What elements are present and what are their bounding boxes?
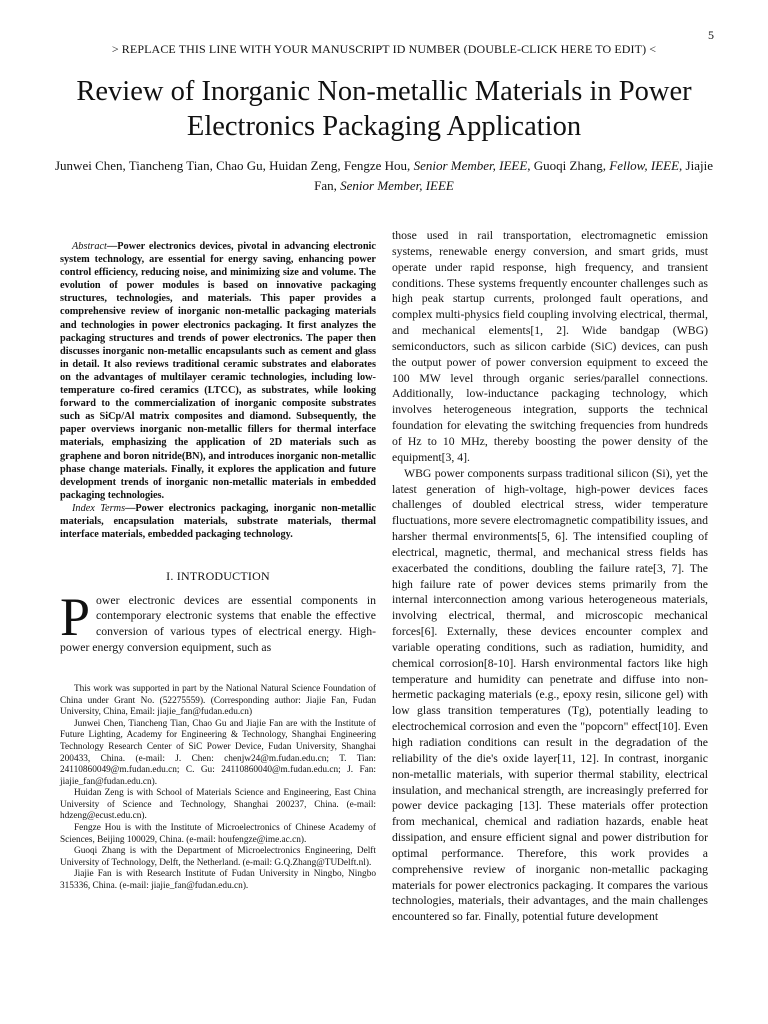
body-paragraph: those used in rail transportation, electromagnetic emission systems, renewable energy conversion, and smart grids, must operate under rapid response, high frequency, and transient conditions. These systems frequently encounter challenges such as high peak startup currents, prolonged fault operations, and complex multi-physics field coupling involving electrical, thermal, and mechanical elements[1, 2]. Wide bandgap (WBG) semiconductors, such as silicon carbide (SiC) devices, can push the output power of power conversion equipment to exceed the 100 MW level through organic series/parallel connections. Additionally, low-inductance packaging technology, which involves heterogeneous integration, supports the technical foundation for elevating the switching frequencies from hundreds of Hz to 10 MHz, thereby boosting the power density of the equipment[3, 4]. (392, 229, 708, 464)
author-affiliation-title: Fellow, IEEE (609, 158, 680, 173)
abstract-text: —Power electronics devices, pivotal in advancing electronic system technology, are essential for energy saving, enhancing power control efficiency, reducing noise, and minimizing size and volume. The evolution of power modules is based on innovative packaging structures, technologies, and materials. This paper provides a comprehensive review of inorganic non-metallic packaging materials and technologies in power electronics packaging. It first analyzes the packaging structures and trends of power electronics. The paper then discusses inorganic non-metallic encapsulants such as cement and glass in detail. It also reviews traditional ceramic substrates and elaborates on the advantages of multilayer ceramic technologies, including low-temperature co-fired ceramics (LTCC), as substrates, while looking forward to the commercialization of inorganic composite substrates such as SiCp/Al matrix composites and diamond. Subsequently, the paper overviews inorganic non-metallic fillers for thermal interface materials, emphasizing the application of 2D materials such as graphene and boron nitride(BN), and introduces inorganic non-metallic phase change materials. Finally, it explores the application and future development trends of inorganic non-metallic materials in embedded packaging technologies. (60, 241, 376, 501)
drop-cap: P (60, 586, 91, 647)
authors-part: Junwei Chen, Tiancheng Tian, Chao Gu, Huidan Zeng, Fengze Hou, (55, 158, 414, 173)
author-affiliation-title: Senior Member, IEEE (413, 158, 528, 173)
paper-title: Review of Inorganic Non-metallic Materials in Power Electronics Packaging Application (76, 76, 692, 142)
authors-part: , Guoqi Zhang, (527, 158, 610, 173)
footnote-funding: This work was supported in part by the National Natural Science Foundation of China under Grant No. (52275559). (Corresponding author: Jiajie Fan, Fudan University, China, Email: jiajie_fan@fudan.edu.cn) (60, 683, 376, 718)
footnote-affiliation: Guoqi Zhang is with the Department of Microelectronics Engineering, Delft University of Technology, Delft, the Netherland. (e-mail: G.Q.Zhang@TUDelft.nl). (60, 846, 376, 868)
abstract (60, 240, 376, 502)
right-column (392, 228, 708, 925)
introduction-text: ower electronic devices are essential components in contemporary electronic systems that enable the effective conversion of various types of electrical energy. High-power energy conversion equipment, such as (60, 593, 376, 655)
author-footnote (60, 684, 376, 893)
author-affiliation-title: Senior Member, IEEE (340, 178, 454, 193)
body-paragraph: WBG power components surpass traditional silicon (Si), yet the latest generation of high-voltage, high-power devices faces challenges of doubled electrical stress, wider temperature fluctuations, more severe electromagnetic compatibility issues, and harsher thermal environments[5, 6]. The intensified coupling of electrical, magnetic, thermal, and mechanical stress fields has exacerbated the conditions, doubling the failure rate[3, 7]. The high failure rate of power devices stems primarily from the internal interconnection among various heterogeneous materials, involving electrical, thermal, and microscopic mechanical forces[6]. Externally, these devices encounter complex and variable operating conditions, such as radiation, humidity, and chemical corrosion[8-10]. Harsh environmental factors like high temperature and humidity can penetrate and diffuse into non-hermetic packaging materials (e.g., epoxy resin, silicone gel) with low glass transition temperatures (Tg), potentially leading to electrochemical corrosion and even the "popcorn" effect[10]. Even high radiation conditions can result in the degradation of the reliability of the die's oxide layer[11, 12]. In contrast, inorganic non-metallic materials, with superior thermal stability, electrical insulation, and mechanical strength, are increasingly preferred for power device packaging [13]. These materials offer protection from mechanical, chemical and radiation hazards, enable heat dissipation, and ensure efficient signal and power distribution for optimal performance. Therefore, this work provides a comprehensive review of inorganic non-metallic packaging materials for power electronics packaging. It compares the various technologies, materials, their advantages, and the main challenges encountered so far. Finally, potential future development (392, 466, 708, 924)
footnote-affiliation: Fengze Hou is with the Institute of Microelectronics of Chinese Academy of Sciences, Beijing 100029, China. (e-mail: houfengze@ime.ac.cn). (60, 823, 376, 845)
authors-part: , Jiajie Fan, (314, 158, 713, 193)
index-terms (60, 502, 376, 541)
author-list (50, 156, 718, 196)
abstract-label: Abstract (72, 241, 107, 252)
introduction-paragraph (60, 586, 376, 656)
left-column (60, 240, 376, 893)
footnote-affiliation: Huidan Zeng is with School of Materials Science and Engineering, East China University of Science and Technology, Shanghai 200237, China. (e-mail: hdzeng@ecust.edu.cn). (60, 788, 376, 822)
footnote-affiliation: Jiajie Fan is with Research Institute of Fudan University in Ningbo, Ningbo 315336, China. (e-mail: jiajie_fan@fudan.edu.cn). (60, 869, 376, 892)
index-terms-label: Index Terms (72, 502, 126, 514)
manuscript-id-placeholder[interactable]: > REPLACE THIS LINE WITH YOUR MANUSCRIPT ID NUMBER (DOUBLE-CLICK HERE TO EDIT) < (111, 42, 657, 56)
index-terms-text: —Power electronics packaging, inorganic non-metallic materials, encapsulation materials, substrate materials, thermal interface materials, embedded packaging technology. (60, 502, 376, 541)
footnote-affiliation: Junwei Chen, Tiancheng Tian, Chao Gu and Jiajie Fan are with the Institute of Future Lighting, Academy for Engineering & Technology, Shanghai Engineering Technology Research Center of SiC Power Device, Fudan University, Shanghai 200433, China. (e-mail: J. Chen: chenjw24@m.fudan.edu.cn; T. Tian: 24110860049@m.fudan.edu.cn; C. Gu: 24110860040@m.fudan.edu.cn; J. Fan: jiajie_fan@fudan.edu.cn). (60, 718, 376, 787)
section-heading-introduction: I. INTRODUCTION (166, 569, 270, 584)
page-number: 5 (708, 28, 714, 42)
